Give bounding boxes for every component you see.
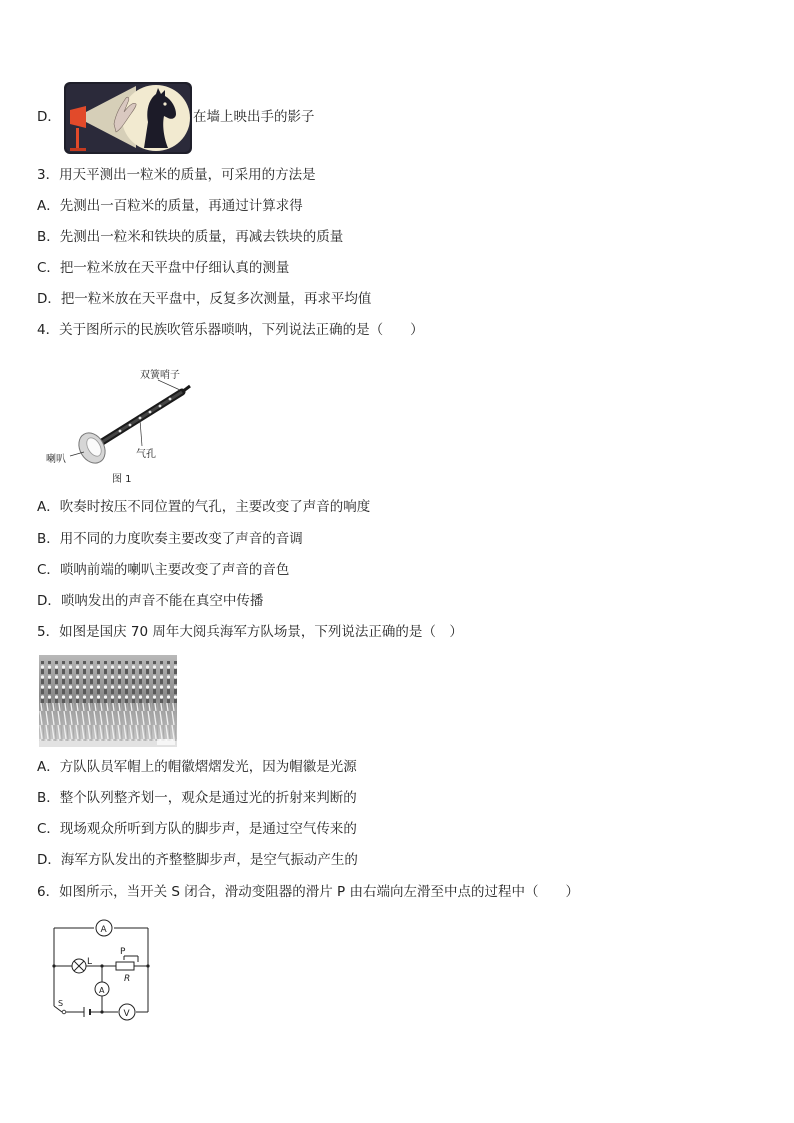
ammeter-a1-label: A [100, 925, 107, 935]
suona-label-bell: 喇叭 [46, 454, 66, 465]
q3-option-d: D．把一粒米放在天平盘中，反复多次测量，再求平均值 [37, 291, 372, 307]
q4-option-d: D．唢呐发出的声音不能在真空中传播 [37, 593, 264, 609]
suona-label-hole: 气孔 [136, 449, 156, 460]
slider-label: P [120, 947, 126, 957]
voltmeter-label: V [123, 1009, 130, 1019]
resistor-label: R [124, 974, 131, 984]
lamp-label: L [87, 957, 93, 967]
q5-stem: 5．如图是国庆 70 周年大阅兵海军方队场景，下列说法正确的是（ ） [37, 624, 463, 640]
q5-option-d: D．海军方队发出的齐整整脚步声，是空气振动产生的 [37, 852, 358, 868]
suona-figure-caption: 图 1 [112, 474, 132, 485]
q5-option-c: C．现场观众所听到方队的脚步声，是通过空气传来的 [37, 821, 357, 837]
q5-option-b: B．整个队列整齐划一，观众是通过光的折射来判断的 [37, 790, 357, 806]
navy-parade-photo [39, 655, 177, 747]
switch-label: S [58, 999, 64, 1008]
q4-option-a: A．吹奏时按压不同位置的气孔，主要改变了声音的响度 [37, 499, 371, 515]
q4-stem: 4．关于图所示的民族吹管乐器唢呐，下列说法正确的是（ ） [37, 322, 424, 338]
suona-label-reed: 双簧哨子 [140, 370, 180, 381]
q2-option-d-text: 在墙上映出手的影子 [193, 109, 315, 125]
q5-option-a: A．方队队员军帽上的帽徽熠熠发光，因为帽徽是光源 [37, 759, 357, 775]
shadow-projector-figure [64, 82, 192, 154]
q2-option-d-label: D． [37, 109, 61, 125]
q3-option-c: C．把一粒米放在天平盘中仔细认真的测量 [37, 260, 290, 276]
q3-option-a: A．先测出一百粒米的质量，再通过计算求得 [37, 198, 303, 214]
q3-stem: 3．用天平测出一粒米的质量，可采用的方法是 [37, 167, 316, 183]
q4-option-c: C．唢呐前端的喇叭主要改变了声音的音色 [37, 562, 290, 578]
suona-figure [40, 362, 200, 488]
circuit-diagram [46, 918, 156, 1024]
q6-stem: 6．如图所示，当开关 S 闭合，滑动变阻器的滑片 P 由右端向左滑至中点的过程中（ ） [37, 884, 579, 900]
ammeter-a2-label: A [99, 986, 105, 995]
q4-option-b: B．用不同的力度吹奏主要改变了声音的音调 [37, 531, 303, 547]
q3-option-b: B．先测出一粒米和铁块的质量，再减去铁块的质量 [37, 229, 344, 245]
